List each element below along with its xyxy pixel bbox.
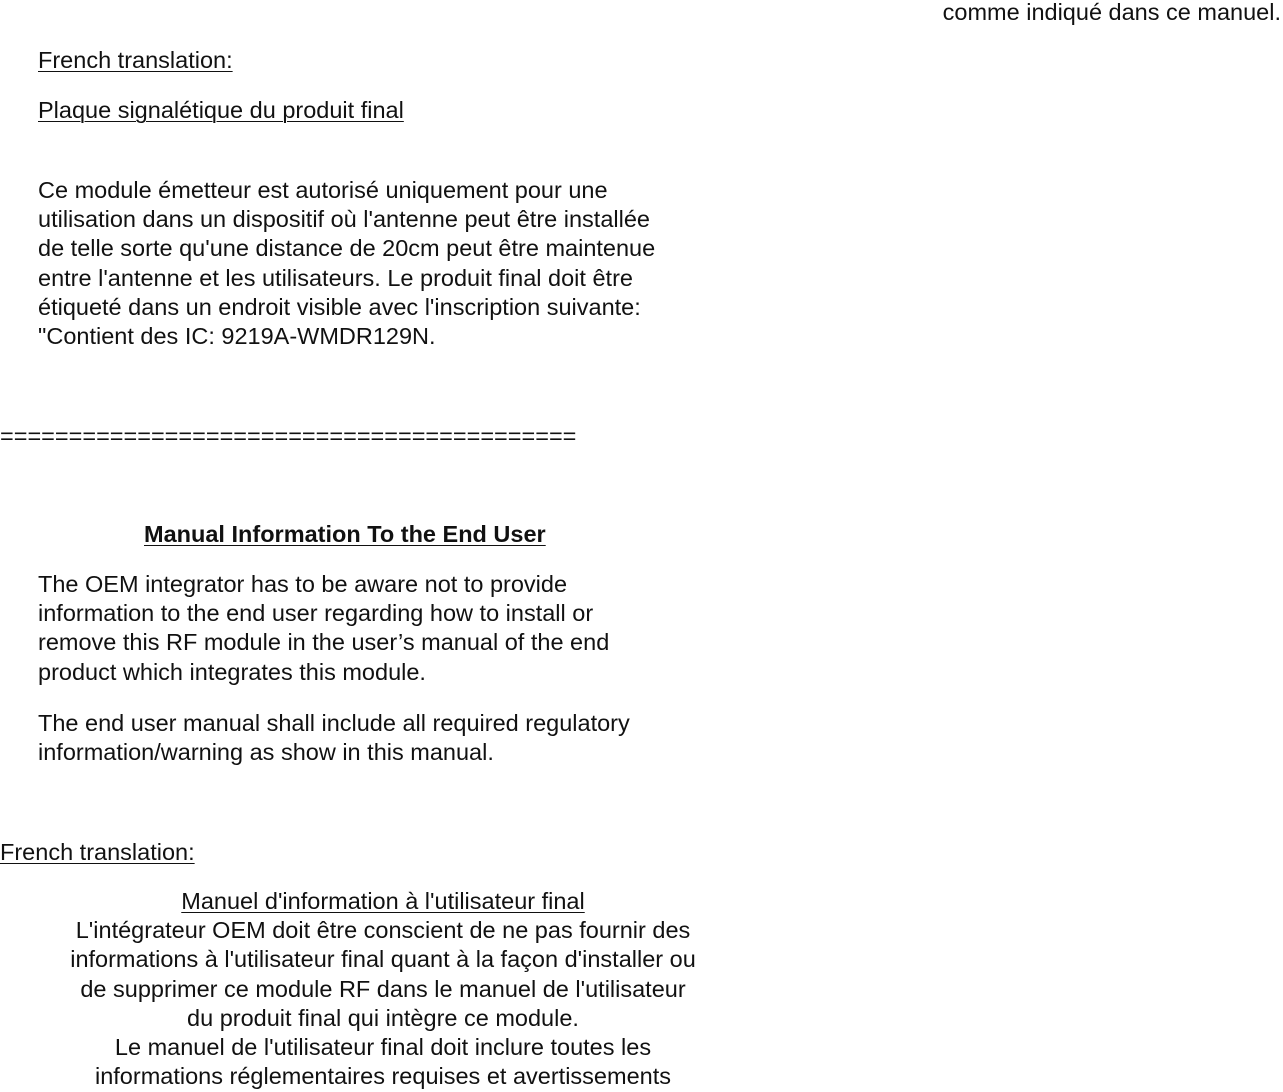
continuation-text: comme indiqué dans ce manuel. (942, 0, 1281, 25)
paragraph-line: L'intégrateur OEM doit être conscient de ne pas fournir des (75, 917, 691, 944)
paragraph-line: de supprimer ce module RF dans le manuel de l'utilisateur (80, 975, 686, 1002)
paragraph-line: information/warning as show in this manual. (38, 739, 494, 766)
paragraph-line: informations à l'utilisateur final quant à la façon d'installer ou (70, 946, 696, 973)
french-manual-section (38, 887, 728, 1091)
paragraph-line: étiqueté dans un endroit visible avec l'inscription suivante: (38, 293, 641, 320)
paragraph-line: Ce module émetteur est autorisé uniquement pour une (38, 177, 608, 203)
separator-line: ========================================== (0, 423, 577, 449)
manual-info-heading: Manual Information To the End User (144, 521, 546, 547)
paragraph-line: information to the end user regarding how to install or (38, 600, 594, 627)
paragraph-line: remove this RF module in the user’s manual of the end (38, 629, 610, 656)
french-translation-label: French translation: (38, 47, 233, 73)
paragraph-line: du produit final qui intègre ce module. (187, 1004, 579, 1031)
manual-info-paragraph-1 (38, 570, 609, 687)
french-manual-heading: Manuel d'information à l'utilisateur final (181, 888, 585, 914)
manual-info-paragraph-2 (38, 709, 630, 767)
paragraph-line: Le manuel de l'utilisateur final doit inclure toutes les (114, 1033, 652, 1060)
french-nameplate-heading: Plaque signalétique du produit final (38, 97, 404, 123)
paragraph-line: The end user manual shall include all required regulatory (38, 710, 630, 736)
paragraph-line: informations réglementaires requises et avertissements (94, 1063, 671, 1090)
paragraph-line: de telle sorte qu'une distance de 20cm peut être maintenue (38, 235, 656, 262)
french-manual-heading-line (38, 887, 728, 916)
paragraph-line: utilisation dans un dispositif où l'antenne peut être installée (38, 206, 650, 233)
french-nameplate-paragraph (38, 176, 655, 351)
paragraph-line: entre l'antenne et les utilisateurs. Le produit final doit être (38, 264, 633, 291)
french-translation-label-2: French translation: (0, 839, 195, 865)
paragraph-line: "Contient des IC: 9219A-WMDR129N. (38, 322, 436, 349)
paragraph-line: product which integrates this module. (38, 658, 426, 685)
paragraph-line: The OEM integrator has to be aware not to provide (38, 571, 568, 597)
